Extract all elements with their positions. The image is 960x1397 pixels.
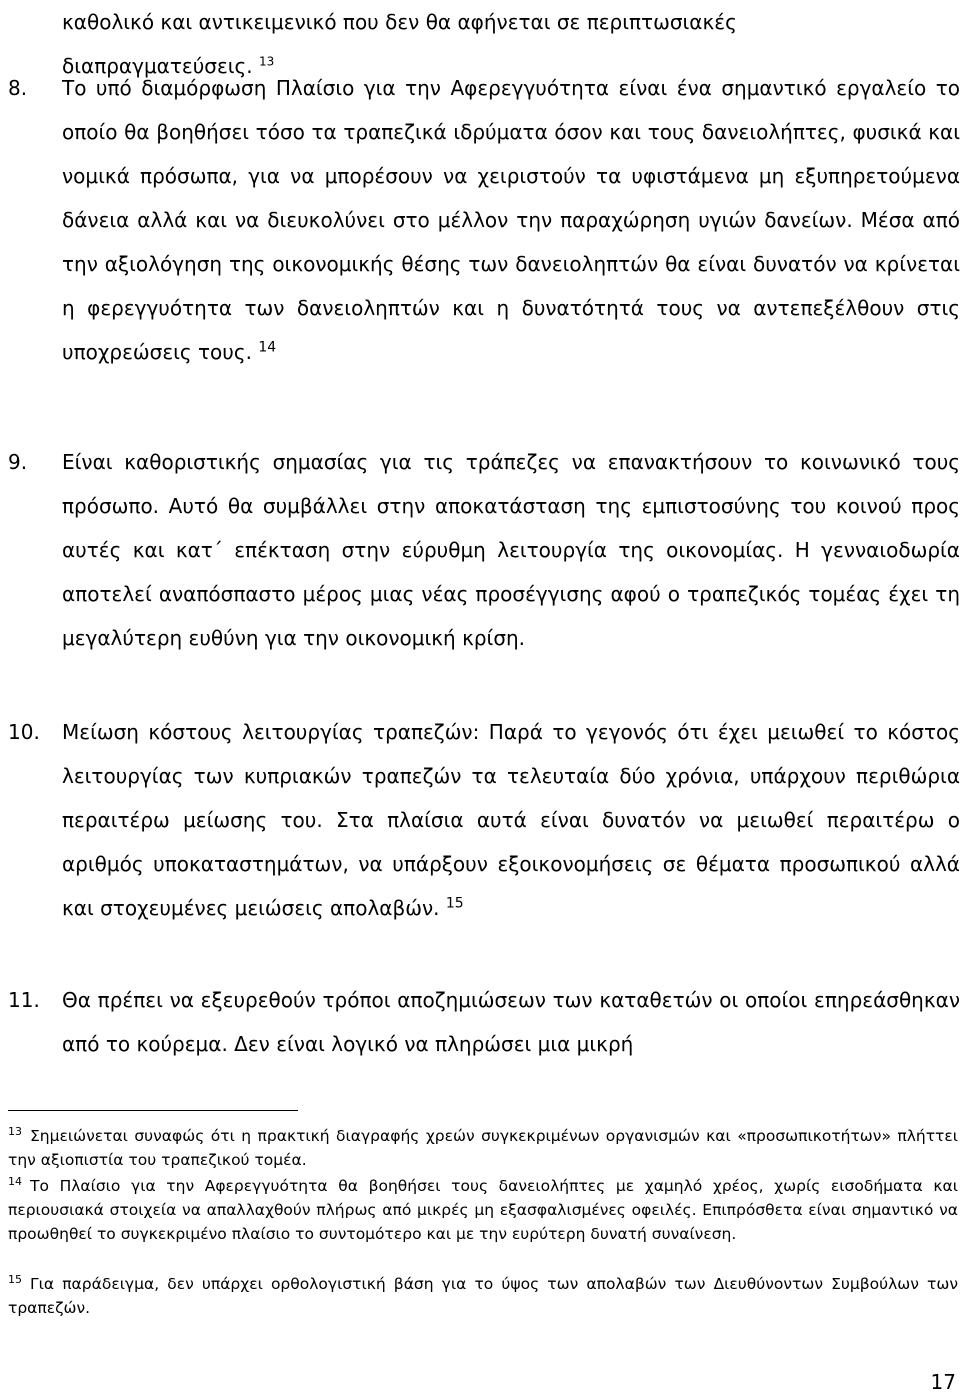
list-item-9 — [8, 440, 960, 660]
footnote-ref-14: 14 — [258, 339, 277, 356]
footnote-ref-15: 15 — [445, 895, 464, 912]
footnote-ref-13: 13 — [258, 54, 275, 69]
footnote-number: 15 — [8, 1272, 22, 1286]
footnote-separator — [8, 1110, 298, 1111]
list-item-number: 11. — [8, 988, 40, 1012]
list-item-text: Το υπό διαμόρφωση Πλαίσιο για την Αφερεγγυότητα είναι ένα σημαντικό εργαλείο το οποίο θα βοηθήσει τόσο τα τραπεζικά ιδρύματα όσον και τους δανειολήπτες, φυσικά και νομικά πρόσωπα, για να μπορέσουν να χειριστούν τα υφιστάμενα μη εξυπηρετούμενα δάνεια αλλά και να διευκολύνει στο μέλλον την παραχώρηση υγιών δανείων. Μέσα από την αξιολόγηση της οικονομικής θέσης των δανειοληπτών θα είναι δυνατόν να κρίνεται η φερεγγυότητα των δανειοληπτών και η δυνατότητά τους να αντεπεξέλθουν στις υποχρεώσεις τους. — [62, 76, 960, 364]
footnote-text: Το Πλαίσιο για την Αφερεγγυότητα θα βοηθήσει τους δανειολήπτες με χαμηλό χρέος, χωρίς εισοδήματα και περιουσιακά στοιχεία να απαλλαχθούν πλήρως από μικρές μη εξασφαλισμένες οφειλές. Επιπρόσθετα είναι σημαντικό να προωθηθεί το συγκεκριμένο πλαίσιο το συντομότερο και με την ευρύτερη δυνατή συναίνεση. — [8, 1177, 958, 1243]
footnote-text: Για παράδειγμα, δεν υπάρχει ορθολογιστική βάση για το ύψος των απολαβών των Διευθύνοντων Συμβούλων των τραπεζών. — [8, 1275, 958, 1317]
intro-line-2: διαπραγματεύσεις. — [62, 54, 253, 78]
page-number: 17 — [930, 1370, 956, 1394]
list-item-number: 8. — [8, 76, 28, 100]
footnote-number: 14 — [8, 1174, 22, 1188]
list-item-text: Θα πρέπει να εξευρεθούν τρόποι αποζημιώσεων των καταθετών οι οποίοι επηρεάσθηκαν από το κούρεμα. Δεν είναι λογικό να πληρώσει μια μικρή — [62, 988, 960, 1056]
list-item-10 — [8, 710, 960, 930]
list-item-text: Μείωση κόστους λειτουργίας τραπεζών: Παρά το γεγονός ότι έχει μειωθεί το κόστος λειτουργίας των κυπριακών τραπεζών τα τελευταία δύο χρόνια, υπάρχουν περιθώρια περαιτέρω μείωσης του. Στα πλαίσια αυτά είναι δυνατόν να μειωθεί περαιτέρω ο αριθμός υποκαταστημάτων, να υπάρξουν εξοικονομήσεις σε θέματα προσωπικού αλλά και στοχευμένες μειώσεις απολαβών. — [62, 720, 960, 920]
footnote-15 — [8, 1272, 958, 1320]
footnote-14 — [8, 1174, 958, 1246]
list-item-number: 10. — [8, 720, 40, 744]
footnote-text: Σημειώνεται συναφώς ότι η πρακτική διαγραφής χρεών συγκεκριμένων οργανισμών και «προσωπικοτήτων» πλήττει την αξιοπιστία του τραπεζικού τομέα. — [8, 1127, 958, 1169]
list-item-number: 9. — [8, 450, 28, 474]
list-item-text: Είναι καθοριστικής σημασίας για τις τράπεζες να επανακτήσουν το κοινωνικό τους πρόσωπο. Αυτό θα συμβάλλει στην αποκατάσταση της εμπιστοσύνης του κοινού προς αυτές και κατ΄ επέκταση στην εύρυθμη λειτουργία της οικονομίας. Η γενναιοδωρία αποτελεί αναπόσπαστο μέρος μιας νέας προσέγγισης αφού ο τραπεζικός τομέας έχει τη μεγαλύτερη ευθύνη για την οικονομική κρίση. — [62, 450, 960, 650]
intro-line-1: καθολικό και αντικειμενικό που δεν θα αφήνεται σε περιπτωσιακές — [62, 10, 737, 34]
list-item-11 — [8, 978, 960, 1066]
list-item-8 — [8, 66, 960, 374]
footnote-13 — [8, 1124, 958, 1172]
footnote-number: 13 — [8, 1124, 22, 1138]
